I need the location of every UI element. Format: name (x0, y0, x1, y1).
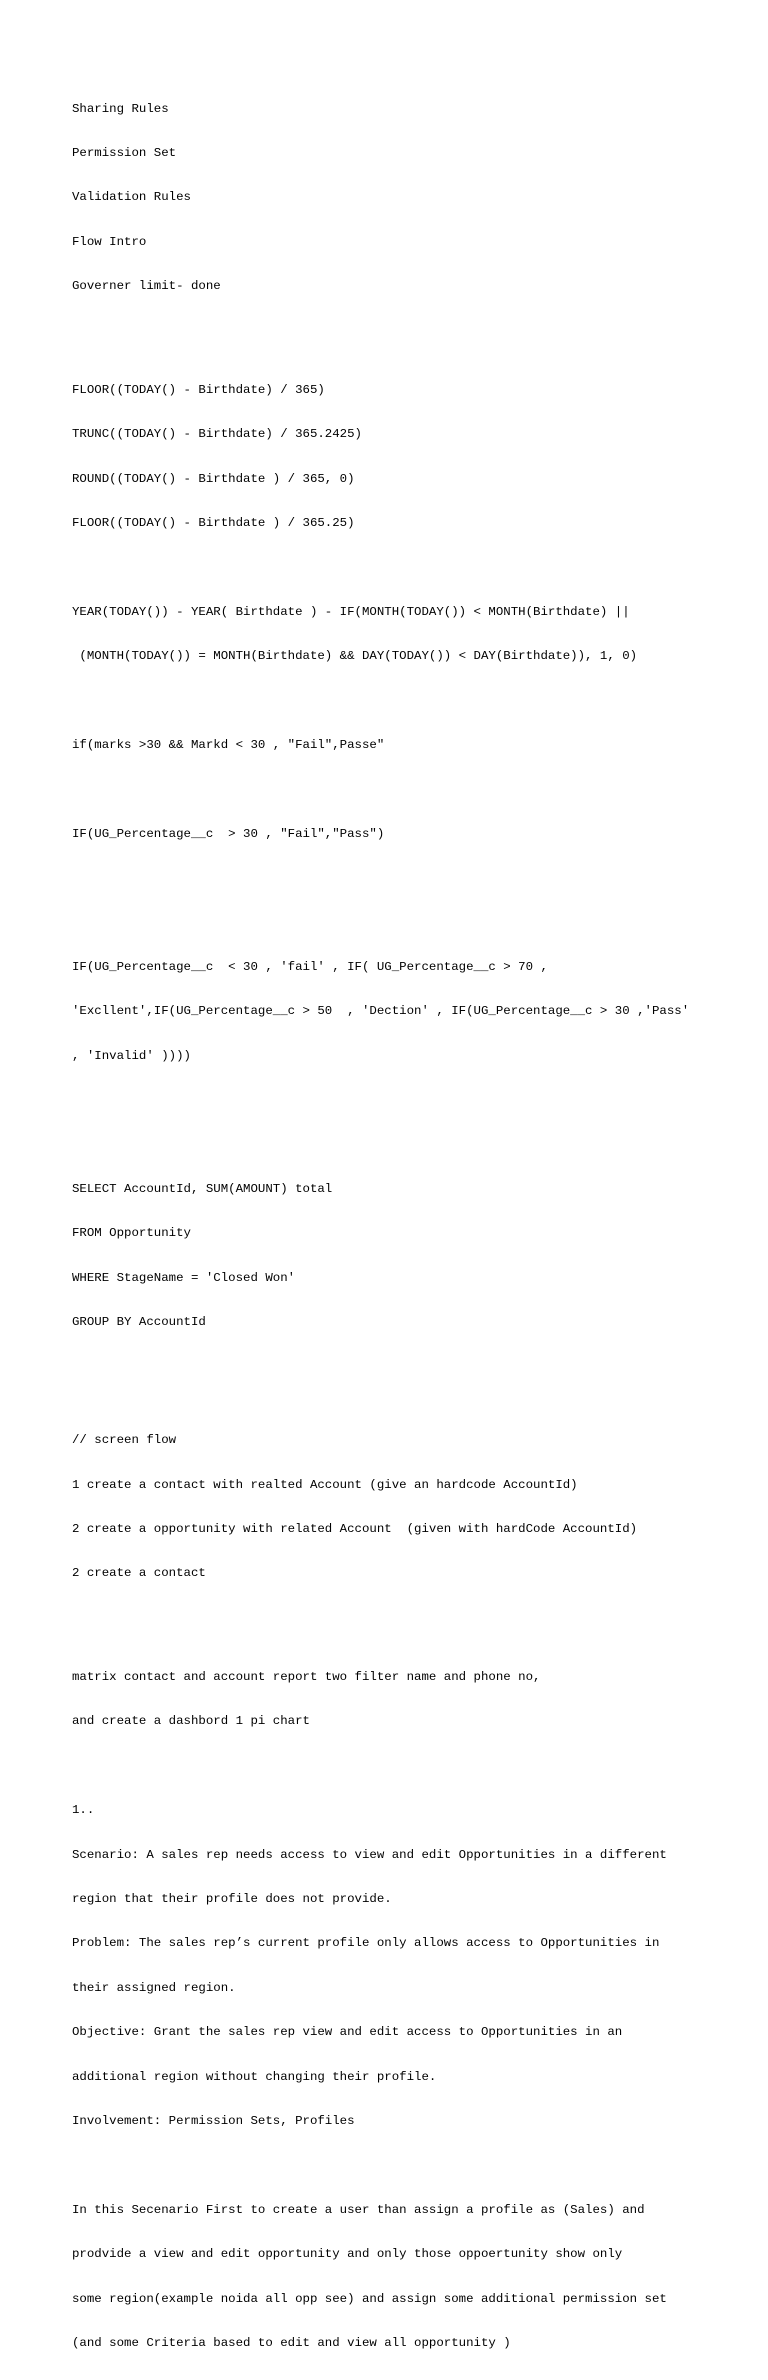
formula-line: IF(UG_Percentage__c < 30 , 'fail' , IF( UG_Percentage__c > 70 , (72, 959, 548, 974)
problem-line: their assigned region. (72, 1980, 236, 1995)
query-line: FROM Opportunity (72, 1226, 191, 1241)
topic-line: Flow Intro (72, 234, 147, 249)
scenario-line: Scenario: A sales rep needs access to view and edit Opportunities in a different (72, 1847, 667, 1862)
note-line: 2 create a opportunity with related Account (given with hardCode AccountId) (72, 1522, 638, 1537)
year-formula (72, 575, 712, 693)
formula-line: (MONTH(TODAY()) = MONTH(Birthdate) && DAY(TODAY()) < DAY(Birthdate)), 1, 0) (72, 649, 638, 664)
query-line: WHERE StageName = 'Closed Won' (72, 1270, 296, 1285)
objective-line: additional region without changing their profile. (72, 2069, 437, 2084)
document-body (72, 72, 712, 2380)
formula-line: YEAR(TODAY()) - YEAR( Birthdate ) - IF(MONTH(TODAY()) < MONTH(Birthdate) || (72, 604, 630, 619)
soql-query (72, 1152, 712, 1359)
formula-line: , 'Invalid' )))) (72, 1048, 191, 1063)
formula-line: FLOOR((TODAY() - Birthdate) / 365) (72, 382, 325, 397)
note-line: 2 create a contact (72, 1566, 206, 1581)
marks-formula (72, 708, 712, 782)
topic-line: Governer limit- done (72, 279, 221, 294)
topic-line: Permission Set (72, 145, 177, 160)
solution-line: In this Secenario First to create a user than assign a profile as (Sales) and (72, 2202, 645, 2217)
formula-line: if(marks >30 && Markd < 30 , "Fail",Passe" (72, 737, 385, 752)
solution-line: prodvide a view and edit opportunity and only those oppoertunity show only (72, 2247, 623, 2262)
formula-line: 'Excllent',IF(UG_Percentage__c > 50 , 'Dection' , IF(UG_Percentage__c > 30 ,'Pass' (72, 1004, 690, 1019)
scenario-number: 1.. (72, 1803, 95, 1818)
topic-line: Validation Rules (72, 190, 191, 205)
formula-line: FLOOR((TODAY() - Birthdate ) / 365.25) (72, 515, 355, 530)
query-line: SELECT AccountId, SUM(AMOUNT) total (72, 1181, 333, 1196)
query-line: GROUP BY AccountId (72, 1314, 206, 1329)
formula-line: TRUNC((TODAY() - Birthdate) / 365.2425) (72, 427, 362, 442)
problem-line: Problem: The sales rep’s current profile only allows access to Opportunities in (72, 1936, 660, 1951)
involvement-line: Involvement: Permission Sets, Profiles (72, 2113, 355, 2128)
solution-line: (and some Criteria based to edit and view all opportunity ) (72, 2335, 511, 2350)
scenario-block (72, 1774, 712, 2159)
report-notes (72, 1640, 712, 1758)
scenario-line: region that their profile does not provide. (72, 1892, 392, 1907)
solution-block (72, 2173, 712, 2380)
formula-line: IF(UG_Percentage__c > 30 , "Fail","Pass") (72, 826, 385, 841)
nested-if-formula (72, 930, 712, 1093)
note-line: 1 create a contact with realted Account (give an hardcode AccountId) (72, 1477, 578, 1492)
note-line: and create a dashbord 1 pi chart (72, 1714, 310, 1729)
objective-line: Objective: Grant the sales rep view and edit access to Opportunities in an (72, 2025, 623, 2040)
topics-list (72, 72, 712, 324)
formula-line: ROUND((TODAY() - Birthdate ) / 365, 0) (72, 471, 355, 486)
topic-line: Sharing Rules (72, 101, 169, 116)
solution-line: some region(example noida all opp see) and assign some additional permission set (72, 2291, 667, 2306)
note-line: matrix contact and account report two filter name and phone no, (72, 1670, 541, 1685)
ug-formula (72, 797, 712, 871)
screen-flow-notes (72, 1404, 712, 1611)
note-line: // screen flow (72, 1433, 177, 1448)
age-formulas (72, 353, 712, 560)
